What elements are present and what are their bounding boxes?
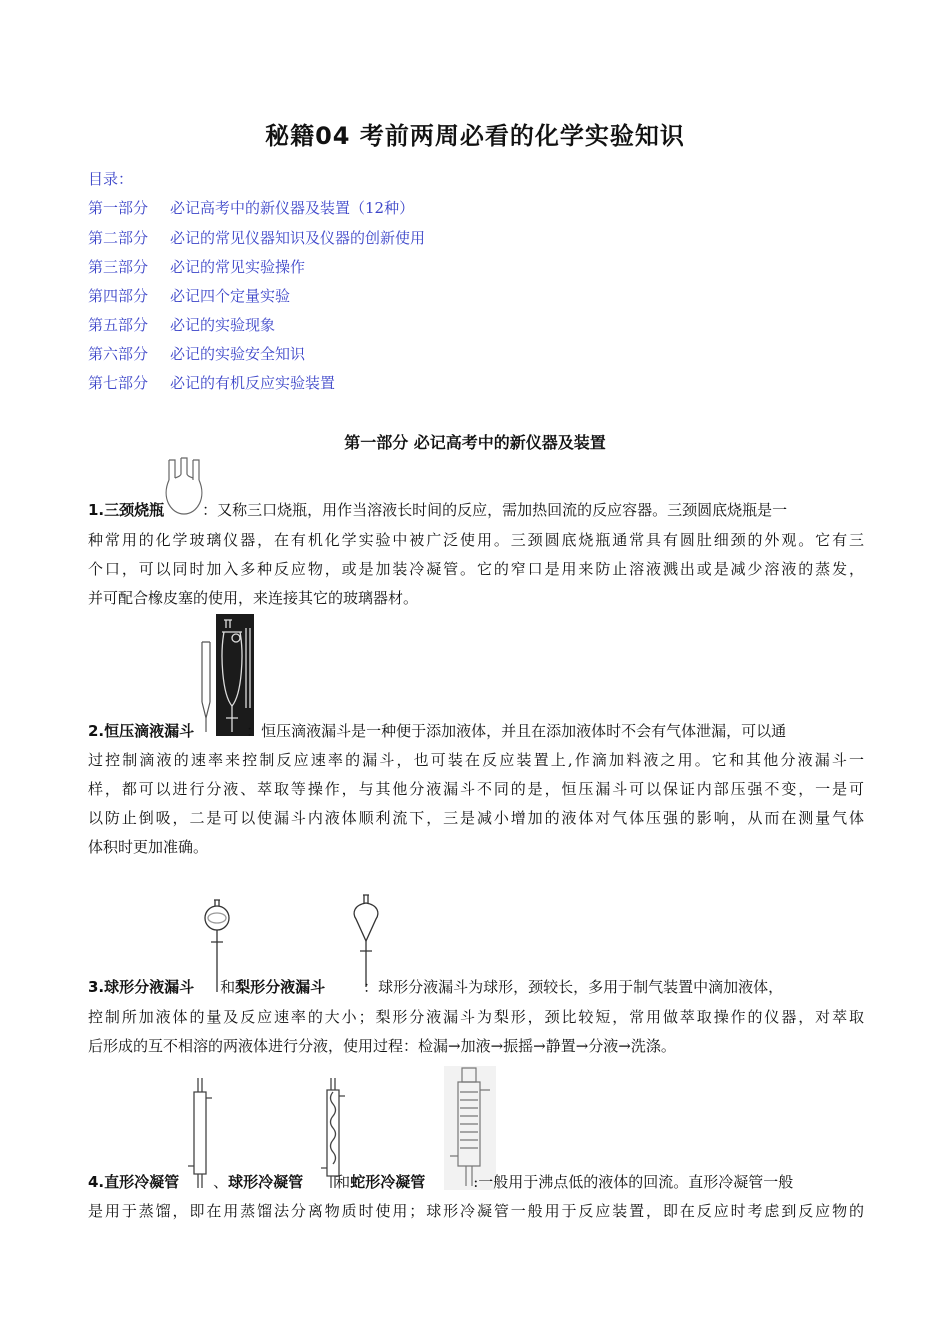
- item3-and: 和: [220, 978, 236, 996]
- toc-item[interactable]: [88, 287, 290, 306]
- toc-item[interactable]: [88, 229, 425, 248]
- toc-part: 第一部分: [88, 199, 149, 217]
- item1-line: 个口，可以同时加入多种反应物，或是加装冷凝管。它的窄口是用来防止溶液溅出或是减少溶液的蒸发，: [88, 560, 864, 578]
- item3-line: ：球形分液漏斗为球形，颈较长，多用于制气装置中滴加液体，: [363, 978, 784, 996]
- item4-and: 和: [335, 1173, 351, 1191]
- toc-text: 必记的常见仪器知识及仪器的创新使用: [170, 229, 426, 247]
- item2-line: 过控制滴液的速率来控制反应速率的漏斗，也可装在反应装置上,作滴加料液之用。它和其他分液漏斗一: [88, 751, 864, 769]
- item1-line: 种常用的化学玻璃仪器，在有机化学实验中被广泛使用。三颈圆底烧瓶通常具有圆肚细颈的外观。它有三: [88, 531, 864, 549]
- toc-part: 第五部分: [88, 316, 149, 334]
- item3-line: 控制所加液体的量及反应速率的大小；梨形分液漏斗为梨形，颈比较短，常用做萃取操作的仪器，对萃取: [88, 1008, 864, 1026]
- toc-part: 第二部分: [88, 229, 149, 247]
- item1-line: ：又称三口烧瓶，用作当溶液长时间的反应，需加热回流的反应容器。三颈圆底烧瓶是一: [202, 501, 788, 519]
- item2-line: 样，都可以进行分液、萃取等操作，与其他分液漏斗不同的是，恒压漏斗可以保证内部压强不变，一是可: [88, 780, 864, 798]
- item2-name: 2.恒压滴液漏斗: [88, 722, 195, 740]
- item3-name-a: 3.球形分液漏斗: [88, 978, 195, 996]
- toc-text: 必记的实验安全知识: [170, 345, 306, 363]
- toc-part: 第六部分: [88, 345, 149, 363]
- toc-item[interactable]: [88, 316, 275, 335]
- item2-line: 以防止倒吸，二是可以使漏斗内液体顺利流下，三是减小增加的液体对气体压强的影响，从而在测量气体: [88, 809, 864, 827]
- item4-sep: 、: [213, 1173, 229, 1191]
- toc-text: 必记的常见实验操作: [170, 258, 306, 276]
- item2-line: 体积时更加准确。: [88, 838, 209, 856]
- item2-line: ：恒压滴液漏斗是一种便于添加液体，并且在添加液体时不会有气体泄漏，可以通: [246, 722, 787, 740]
- toc-part: 第七部分: [88, 374, 149, 392]
- toc-item[interactable]: [88, 345, 305, 364]
- toc-text: 必记四个定量实验: [170, 287, 291, 305]
- item4-name-b: 球形冷凝管: [228, 1173, 304, 1191]
- toc-text: 必记的有机反应实验装置: [170, 374, 336, 392]
- item3-name-b: 梨形分液漏斗: [235, 978, 326, 996]
- item1-name: 1.三颈烧瓶: [88, 501, 165, 519]
- toc-heading: 目录：: [88, 170, 134, 188]
- item3-line: 后形成的互不相溶的两液体进行分液，使用过程：检漏→加液→振摇→静置→分液→洗涤。: [88, 1037, 676, 1055]
- toc-item[interactable]: [88, 374, 335, 393]
- toc-part: 第四部分: [88, 287, 149, 305]
- item1-line: 并可配合橡皮塞的使用，来连接其它的玻璃器材。: [88, 589, 419, 607]
- toc-part: 第三部分: [88, 258, 149, 276]
- toc-item[interactable]: [88, 199, 414, 218]
- toc-text: 必记高考中的新仪器及装置（12种）: [170, 199, 415, 217]
- item4-name-c: 蛇形冷凝管: [350, 1173, 426, 1191]
- toc-item[interactable]: [88, 258, 305, 277]
- item4-line: :一般用于沸点低的液体的回流。直形冷凝管一般: [473, 1173, 794, 1191]
- toc-text: 必记的实验现象: [170, 316, 276, 334]
- item4-line: 是用于蒸馏，即在用蒸馏法分离物质时使用；球形冷凝管一般用于反应装置，即在反应时考虑到反应物的: [88, 1202, 864, 1220]
- section-title: 第一部分 必记高考中的新仪器及装置: [344, 433, 606, 452]
- page-title: 秘籍04 考前两周必看的化学实验知识: [265, 122, 685, 150]
- pressure-equalizing-funnel-image: [196, 614, 258, 736]
- item4-name-a: 4.直形冷凝管: [88, 1173, 180, 1191]
